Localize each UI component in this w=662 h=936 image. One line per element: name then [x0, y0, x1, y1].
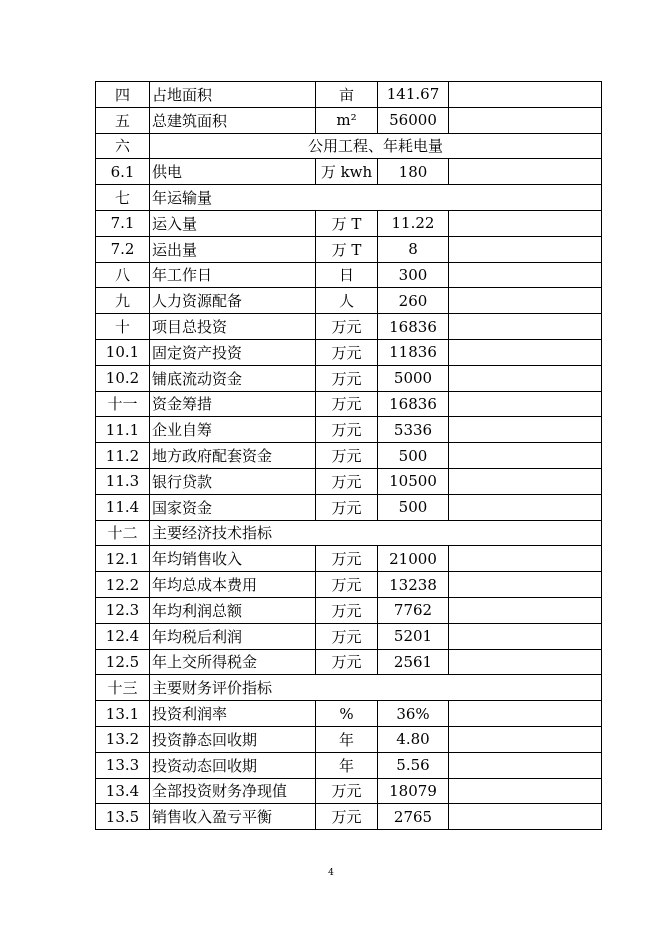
item-value: 5000: [378, 365, 449, 391]
table-row: [96, 82, 602, 108]
table-row: [96, 546, 602, 572]
empty-cell: [449, 82, 602, 108]
item-unit: 万元: [316, 443, 378, 469]
item-unit: 万元: [316, 314, 378, 340]
empty-cell: [449, 443, 602, 469]
row-number: 13.5: [96, 804, 150, 830]
row-number: 十: [96, 314, 150, 340]
row-number: 11.4: [96, 494, 150, 520]
item-unit: 万元: [316, 365, 378, 391]
row-number: 7.2: [96, 236, 150, 262]
item-unit: 人: [316, 288, 378, 314]
row-number: 四: [96, 82, 150, 108]
item-unit: 万元: [316, 391, 378, 417]
item-unit: 万元: [316, 778, 378, 804]
table-row: [96, 391, 602, 417]
item-value: 7762: [378, 597, 449, 623]
table-row: [96, 649, 602, 675]
empty-cell: [449, 159, 602, 185]
table-row: [96, 417, 602, 443]
item-value: 2765: [378, 804, 449, 830]
row-number: 11.1: [96, 417, 150, 443]
row-number: 十一: [96, 391, 150, 417]
row-number: 6.1: [96, 159, 150, 185]
item-name: 投资利润率: [150, 701, 316, 727]
row-number: 五: [96, 107, 150, 133]
item-value: 11.22: [378, 210, 449, 236]
item-value: 5336: [378, 417, 449, 443]
item-unit: 日: [316, 262, 378, 288]
row-number: 六: [96, 133, 150, 159]
row-number: 九: [96, 288, 150, 314]
table-row: [96, 597, 602, 623]
item-name: 年工作日: [150, 262, 316, 288]
row-number: 12.2: [96, 572, 150, 598]
empty-cell: [449, 778, 602, 804]
item-value: 300: [378, 262, 449, 288]
row-number: 13.4: [96, 778, 150, 804]
item-name: 年上交所得税金: [150, 649, 316, 675]
item-name: 企业自筹: [150, 417, 316, 443]
empty-cell: [449, 572, 602, 598]
empty-cell: [449, 262, 602, 288]
table-row: [96, 210, 602, 236]
item-unit: 万元: [316, 546, 378, 572]
item-value: 141.67: [378, 82, 449, 108]
empty-cell: [449, 546, 602, 572]
item-value: 21000: [378, 546, 449, 572]
table-row: [96, 804, 602, 830]
section-row: [96, 133, 602, 159]
row-number: 八: [96, 262, 150, 288]
table-row: [96, 468, 602, 494]
item-name: 占地面积: [150, 82, 316, 108]
row-number: 十三: [96, 675, 150, 701]
table-row: [96, 159, 602, 185]
item-name: 销售收入盈亏平衡: [150, 804, 316, 830]
empty-cell: [449, 701, 602, 727]
row-number: 13.3: [96, 752, 150, 778]
item-name: 年均税后利润: [150, 623, 316, 649]
empty-cell: [449, 391, 602, 417]
empty-cell: [449, 597, 602, 623]
empty-cell: [449, 494, 602, 520]
item-name: 铺底流动资金: [150, 365, 316, 391]
empty-cell: [449, 468, 602, 494]
item-unit: %: [316, 701, 378, 727]
table-row: [96, 778, 602, 804]
item-name: 投资动态回收期: [150, 752, 316, 778]
item-value: 5.56: [378, 752, 449, 778]
item-unit: 万元: [316, 623, 378, 649]
table-row: [96, 726, 602, 752]
item-unit: 万元: [316, 572, 378, 598]
table-row: [96, 262, 602, 288]
indicator-table: [95, 81, 602, 830]
section-row: [96, 675, 602, 701]
item-unit: 万元: [316, 339, 378, 365]
item-name: 全部投资财务净现值: [150, 778, 316, 804]
section-row: [96, 520, 602, 546]
section-title: 主要经济技术指标: [150, 520, 602, 546]
item-unit: 万 T: [316, 210, 378, 236]
row-number: 七: [96, 185, 150, 211]
item-value: 500: [378, 443, 449, 469]
empty-cell: [449, 752, 602, 778]
item-value: 13238: [378, 572, 449, 598]
empty-cell: [449, 365, 602, 391]
item-value: 10500: [378, 468, 449, 494]
item-name: 人力资源配备: [150, 288, 316, 314]
item-value: 2561: [378, 649, 449, 675]
item-name: 固定资产投资: [150, 339, 316, 365]
table-row: [96, 107, 602, 133]
item-name: 投资静态回收期: [150, 726, 316, 752]
item-unit: 万元: [316, 417, 378, 443]
empty-cell: [449, 417, 602, 443]
item-value: 11836: [378, 339, 449, 365]
table-row: [96, 701, 602, 727]
item-name: 年均销售收入: [150, 546, 316, 572]
item-unit: 亩: [316, 82, 378, 108]
section-title: 主要财务评价指标: [150, 675, 602, 701]
table-row: [96, 572, 602, 598]
item-name: 年均利润总额: [150, 597, 316, 623]
empty-cell: [449, 314, 602, 340]
item-value: 16836: [378, 391, 449, 417]
item-unit: 万元: [316, 804, 378, 830]
empty-cell: [449, 649, 602, 675]
indicator-table-body: [96, 82, 602, 830]
table-row: [96, 623, 602, 649]
item-unit: 万元: [316, 597, 378, 623]
row-number: 10.2: [96, 365, 150, 391]
row-number: 13.1: [96, 701, 150, 727]
row-number: 12.5: [96, 649, 150, 675]
empty-cell: [449, 288, 602, 314]
item-name: 年均总成本费用: [150, 572, 316, 598]
table-row: [96, 339, 602, 365]
empty-cell: [449, 339, 602, 365]
empty-cell: [449, 726, 602, 752]
item-name: 资金筹措: [150, 391, 316, 417]
item-unit: 万 kwh: [316, 159, 378, 185]
item-name: 运入量: [150, 210, 316, 236]
item-name: 总建筑面积: [150, 107, 316, 133]
row-number: 11.2: [96, 443, 150, 469]
item-value: 180: [378, 159, 449, 185]
item-name: 国家资金: [150, 494, 316, 520]
row-number: 10.1: [96, 339, 150, 365]
page-number: 4: [328, 868, 334, 878]
empty-cell: [449, 210, 602, 236]
table-row: [96, 236, 602, 262]
item-unit: 万元: [316, 649, 378, 675]
row-number: 12.4: [96, 623, 150, 649]
section-row: [96, 185, 602, 211]
table-row: [96, 443, 602, 469]
item-value: 4.80: [378, 726, 449, 752]
table-row: [96, 494, 602, 520]
item-value: 36%: [378, 701, 449, 727]
item-value: 18079: [378, 778, 449, 804]
item-unit: 年: [316, 752, 378, 778]
item-unit: 万元: [316, 468, 378, 494]
table-row: [96, 314, 602, 340]
empty-cell: [449, 107, 602, 133]
item-name: 供电: [150, 159, 316, 185]
item-value: 500: [378, 494, 449, 520]
row-number: 7.1: [96, 210, 150, 236]
item-unit: 万 T: [316, 236, 378, 262]
item-unit: m²: [316, 107, 378, 133]
section-title: 年运输量: [150, 185, 602, 211]
table-row: [96, 752, 602, 778]
row-number: 13.2: [96, 726, 150, 752]
item-unit: 万元: [316, 494, 378, 520]
empty-cell: [449, 804, 602, 830]
row-number: 12.3: [96, 597, 150, 623]
row-number: 12.1: [96, 546, 150, 572]
item-name: 项目总投资: [150, 314, 316, 340]
item-name: 银行贷款: [150, 468, 316, 494]
item-value: 260: [378, 288, 449, 314]
item-unit: 年: [316, 726, 378, 752]
empty-cell: [449, 623, 602, 649]
row-number: 十二: [96, 520, 150, 546]
section-title: 公用工程、年耗电量: [150, 133, 602, 159]
empty-cell: [449, 236, 602, 262]
item-name: 地方政府配套资金: [150, 443, 316, 469]
item-value: 56000: [378, 107, 449, 133]
table-row: [96, 288, 602, 314]
item-value: 8: [378, 236, 449, 262]
item-value: 16836: [378, 314, 449, 340]
item-name: 运出量: [150, 236, 316, 262]
row-number: 11.3: [96, 468, 150, 494]
item-value: 5201: [378, 623, 449, 649]
table-row: [96, 365, 602, 391]
